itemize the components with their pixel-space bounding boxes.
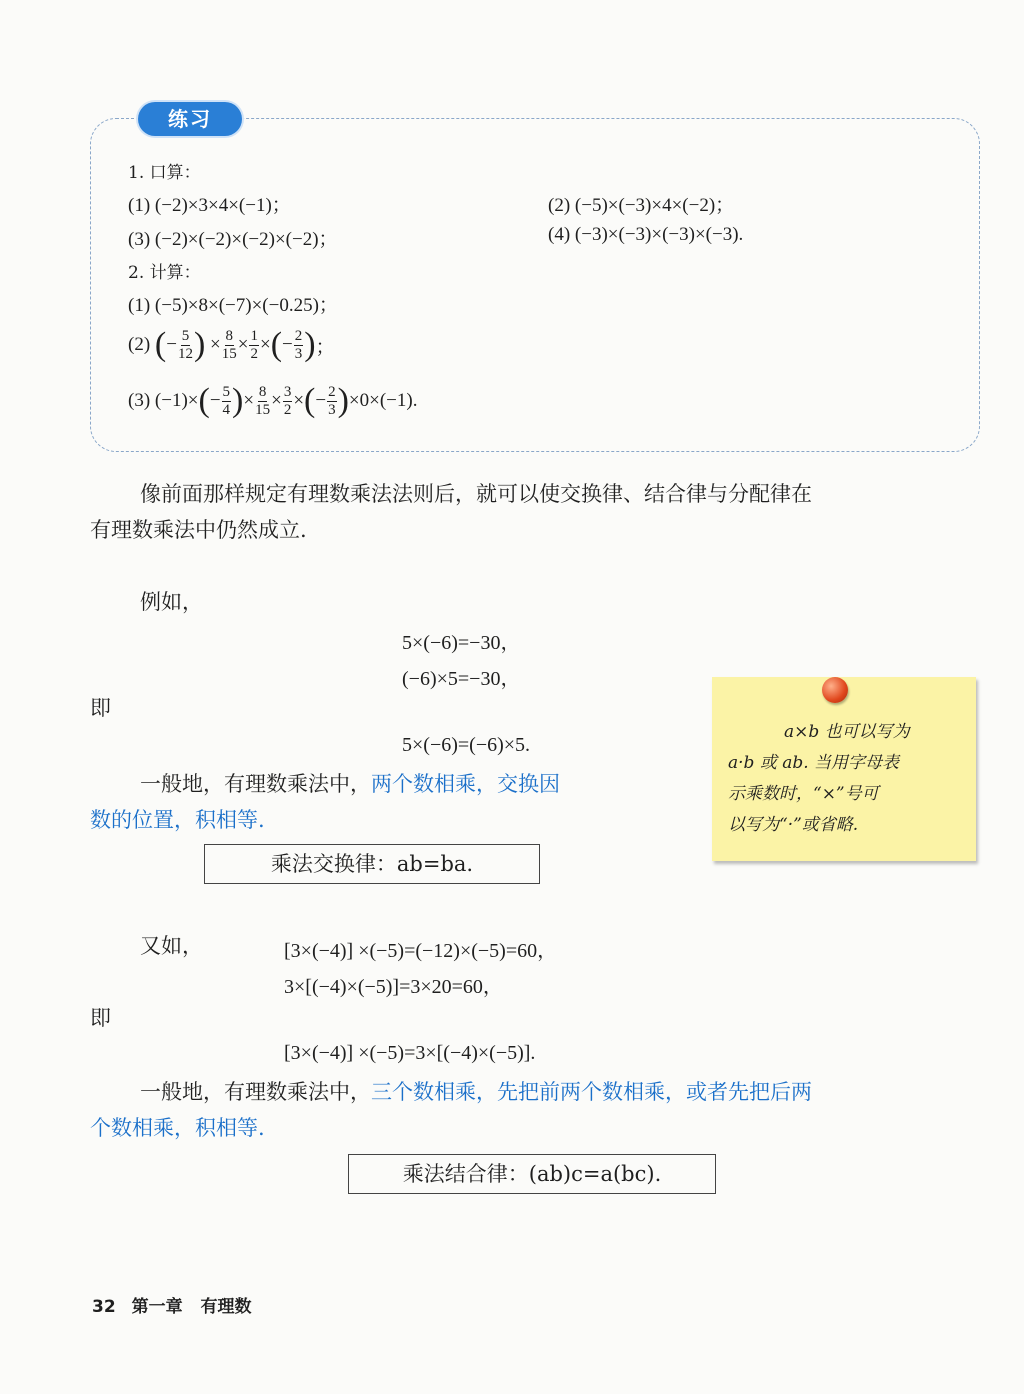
q1-item-1: (1) (−2)×3×4×(−1)； xyxy=(128,195,291,216)
q1-item-3: (3) (−2)×(−2)×(−2)×(−2)； xyxy=(128,229,338,250)
fraction: $\frac{8}{15}$ xyxy=(255,383,271,418)
example1-eq-2: (−6)×5=−30， xyxy=(402,668,521,690)
page-footer xyxy=(92,1292,252,1317)
q1-item-4: (4) (−3)×(−3)×(−3)×(−3). xyxy=(548,224,744,245)
note-line-2: a·b 或 ab. 当用字母表 xyxy=(728,753,900,773)
q2-item-1: (1) (−5)×8×(−7)×(−0.25)； xyxy=(128,295,338,316)
intro-line-2: 有理数乘法中仍然成立. xyxy=(90,518,307,542)
fraction: $\frac{2}{3}$ xyxy=(294,327,303,362)
sticky-note xyxy=(712,677,976,861)
fraction: $\frac{5}{4}$ xyxy=(222,383,231,418)
example1-lead: 例如， xyxy=(140,590,203,614)
page-number: 32 xyxy=(92,1297,116,1317)
example2-ji: 即 xyxy=(90,1006,111,1030)
q2-title: 2. 计算： xyxy=(128,263,201,283)
associative-law-box: 乘法结合律：(ab)c=a(bc). xyxy=(348,1154,716,1194)
note-line-3: 示乘数时，“×”号可 xyxy=(728,784,879,804)
example1-ji: 即 xyxy=(90,696,111,720)
example1-eq-3: 5×(−6)=(−6)×5. xyxy=(402,734,531,756)
q2-item-2: (2) ( − $\frac{5}{12}$ ) × $\frac{8}{15}$ × $\frac{1}{2}$ × ( − $\frac{2}{3}$ ) ； xyxy=(128,326,335,363)
example2-eq-3: [3×(−4)] ×(−5)=3×[(−4)×(−5)]. xyxy=(284,1042,536,1064)
pushpin-icon xyxy=(822,677,848,703)
example1-eq-1: 5×(−6)=−30， xyxy=(402,632,521,654)
example2-lead: 又如， xyxy=(140,934,203,958)
fraction: $\frac{2}{3}$ xyxy=(328,383,336,418)
chapter-label: 第一章 xyxy=(131,1297,183,1317)
fraction: $\frac{1}{2}$ xyxy=(250,327,258,362)
q1-title: 1. 口算： xyxy=(128,163,201,183)
commutative-law-box: 乘法交换律：ab=ba. xyxy=(204,844,540,884)
example2-eq-1: [3×(−4)] ×(−5)=(−12)×(−5)=60， xyxy=(284,940,558,962)
note-line-4: 以写为“·”或省略. xyxy=(728,815,859,835)
q1-item-2: (2) (−5)×(−3)×4×(−2)； xyxy=(548,195,735,216)
example1-general-line-2: 数的位置，积相等. xyxy=(90,808,265,832)
exercise-tag: 练习 xyxy=(138,102,242,136)
example2-general-line-2: 个数相乘，积相等. xyxy=(90,1116,265,1140)
example1-general-line-1: 一般地，有理数乘法中，两个数相乘，交换因 xyxy=(140,772,560,796)
q2-item-3: (3) (−1)× ( − $\frac{5}{4}$ ) × $\frac{8}{15}$ × $\frac{3}{2}$ × ( − $\frac{2}{3}$ ) ×0×(−1). xyxy=(128,382,418,419)
highlight-text: 两个数相乘，交换因 xyxy=(371,772,560,796)
highlight-text: 三个数相乘，先把前两个数相乘，或者先把后两 xyxy=(371,1080,812,1104)
chapter-title: 有理数 xyxy=(200,1297,252,1317)
fraction: $\frac{8}{15}$ xyxy=(221,327,237,362)
fraction: $\frac{5}{12}$ xyxy=(177,327,193,362)
example2-general-line-1: 一般地，有理数乘法中，三个数相乘，先把前两个数相乘，或者先把后两 xyxy=(140,1080,812,1104)
note-line-1: a×b 也可以写为 xyxy=(784,722,910,742)
fraction: $\frac{3}{2}$ xyxy=(283,383,292,418)
intro-line-1: 像前面那样规定有理数乘法法则后，就可以使交换律、结合律与分配律在 xyxy=(140,482,812,506)
example2-eq-2: 3×[(−4)×(−5)]=3×20=60， xyxy=(284,976,503,998)
